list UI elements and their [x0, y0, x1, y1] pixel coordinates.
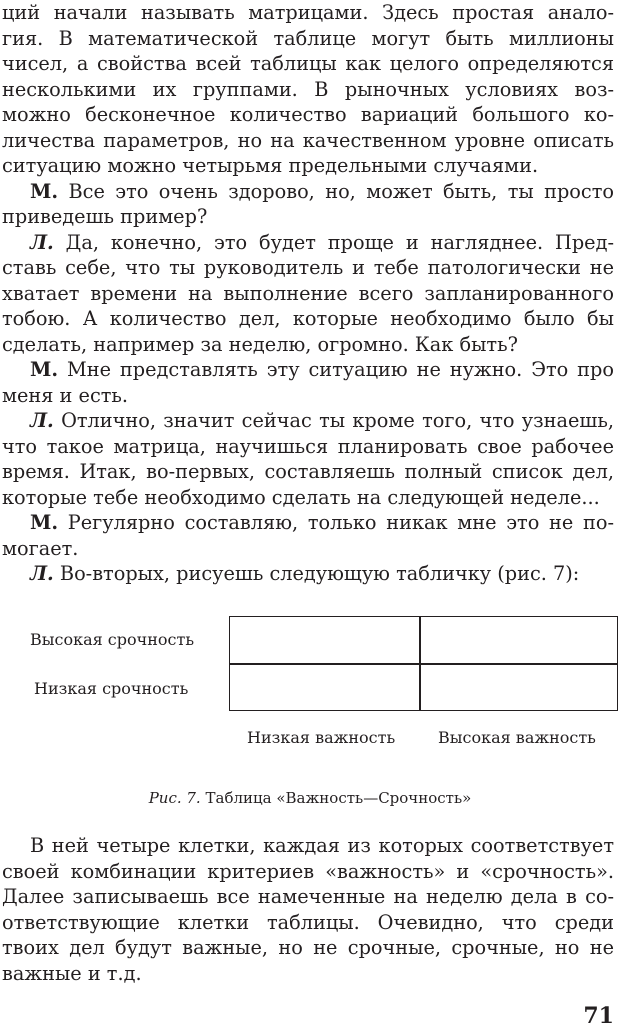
dialogue-line: М. Мне представлять эту ситуацию не нужно. Это про	[30, 358, 614, 381]
row-label-high-urgency: Высокая срочность	[30, 630, 195, 649]
text-line: своей комбинации критериев «важность» и «срочность».	[2, 859, 614, 883]
speaker-l-label: Л.	[30, 409, 54, 432]
grid-cell-high-urgency-high-importance	[421, 617, 616, 663]
text-line: которые тебе необходимо сделать на следующей неделе...	[2, 485, 600, 509]
page-number: 71	[583, 1003, 614, 1029]
text-line: несколькими их группами. В рыночных условиях воз-	[2, 77, 614, 101]
figure-caption	[0, 788, 620, 808]
text-line: меня и есть.	[2, 383, 129, 407]
body-text-bottom	[2, 833, 614, 986]
text-line: ответствующие клетки таблицы. Очевидно, что среди	[2, 910, 614, 934]
grid-cell-low-urgency-high-importance	[421, 665, 616, 709]
matrix-grid	[229, 616, 618, 711]
text-line: приведешь пример?	[2, 205, 208, 228]
text-line: ситуацию можно четырьмя предельными случаями.	[2, 154, 539, 177]
text-line: тобою. А количество дел, которые необходимо было бы	[2, 307, 614, 330]
speaker-m-label: М.	[30, 358, 59, 381]
figure-caption-text: Таблица «Важность—Срочность»	[205, 789, 472, 807]
col-label-low-importance: Низкая важность	[247, 728, 396, 747]
body-text-top	[2, 0, 614, 587]
text-line: чисел, а свойства всей таблицы как целого определяются	[2, 52, 614, 75]
row-label-low-urgency: Низкая срочность	[34, 679, 189, 698]
text-line: Далее записываешь все намеченные на неделю дела в со-	[2, 885, 614, 908]
text-line: ставь себе, что ты руководитель и тебе патологически не	[2, 256, 614, 279]
dialogue-line: Л. Во-вторых, рисуешь следующую табличку (рис. 7):	[30, 562, 580, 585]
speaker-m-label: М.	[30, 511, 59, 534]
text-line: В ней четыре клетки, каждая из которых соответствует	[30, 834, 614, 857]
figure-caption-number: Рис. 7.	[148, 789, 201, 807]
dialogue-line: Л. Отлично, значит сейчас ты кроме того, что узнаешь,	[30, 409, 614, 432]
text-line: твоих дел будут важные, но не срочные, срочные, но не	[2, 936, 614, 959]
grid-cell-high-urgency-low-importance	[230, 617, 419, 663]
figure-importance-urgency	[0, 610, 620, 820]
dialogue-line: Л. Да, конечно, это будет проще и нагляднее. Пред-	[30, 230, 614, 254]
text-line: ций начали называть матрицами. Здесь простая анало-	[2, 1, 614, 24]
text-line: сделать, например за неделю, огромно. Как быть?	[2, 332, 518, 356]
text-line: хватает времени на выполнение всего запланированного	[2, 281, 614, 305]
text-line: могает.	[2, 536, 79, 560]
dialogue-line: М. Регулярно составляю, только никак мне это не по-	[30, 511, 614, 534]
col-label-high-importance: Высокая важность	[438, 728, 596, 747]
speaker-m-label: М.	[30, 179, 59, 203]
grid-cell-low-urgency-low-importance	[230, 665, 419, 709]
text-line: гия. В математической таблице могут быть миллионы	[2, 26, 614, 50]
speaker-l-label: Л.	[30, 562, 54, 585]
text-line: что такое матрица, научишься планировать свое рабочее	[2, 434, 614, 458]
speaker-l-label: Л.	[30, 230, 54, 254]
text-line: можно бесконечное количество вариаций большого ко-	[2, 103, 614, 126]
text-line: личества параметров, но на качественном уровне описать	[2, 128, 614, 152]
text-line: время. Итак, во-первых, составляешь полный список дел,	[2, 460, 614, 483]
dialogue-line: М. Все это очень здорово, но, может быть, ты просто	[30, 179, 614, 203]
text-line: важные и т.д.	[2, 961, 142, 985]
